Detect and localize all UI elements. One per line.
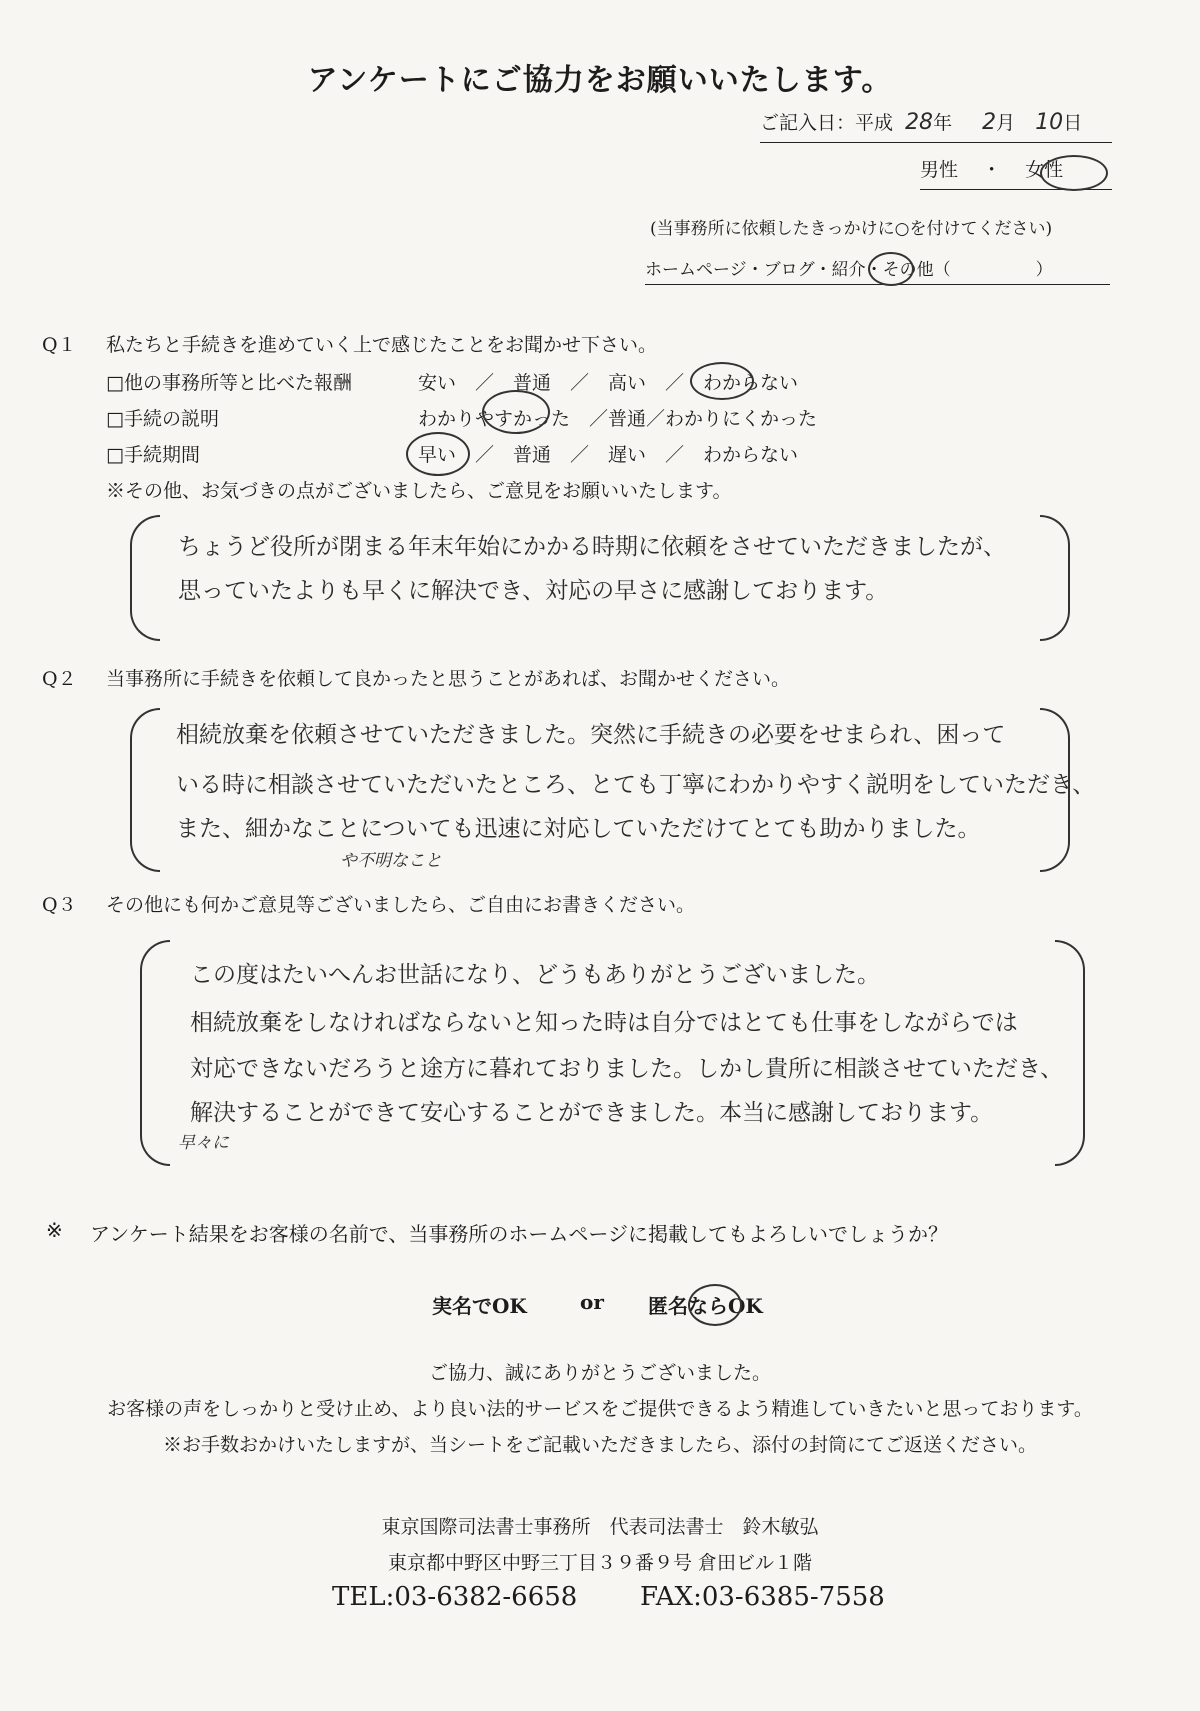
date-day: 10 [1035,110,1064,135]
q1-row-item: □他の事務所等と比べた報酬 [106,372,352,394]
publish-anonymous-circle [688,1284,742,1326]
trigger-instruction: (当事務所に依頼したきっかけに○を付けてください) [650,219,1053,239]
publish-anonymous-option: 匿名ならOK [648,1294,763,1318]
gender-separator: ・ [982,159,1002,181]
q1-note: ※その他、お気づきの点がございましたら、ご意見をお願いいたします。 [106,480,732,502]
date-label: ご記入日：平成 [760,112,894,134]
publish-mark: ※ [46,1218,63,1242]
q1-row-item: □手続の説明 [106,408,219,430]
closing-thanks: ご協力、誠にありがとうございました。 [428,1362,771,1384]
q1-answer-line: ちょうど役所が閉まる年末年始にかかる時期に依頼をさせていただきましたが、 [178,534,1006,560]
q1-row-item: □手続期間 [106,444,200,466]
q1-answer-line: 思っていたよりも早くに解決でき、対応の早さに感謝しております。 [178,578,889,604]
q2-insert-note: や不明なこと [340,851,442,871]
q3-answer-line: 相続放棄をしなければならないと知った時は自分ではとても仕事をしながらでは [190,1010,1018,1036]
office-tel: TEL:03-6382-6658 [332,1582,578,1612]
date-month-unit: 月 [996,112,1016,134]
q2-label: Q２ [42,668,77,690]
q2-question: 当事務所に手続きを依頼して良かったと思うことがあれば、お聞かせください。 [106,668,791,690]
q2-bracket-left [130,708,160,872]
trigger-options: ホームページ・ブログ・紹介・その他（ ） [645,255,1110,285]
q3-insert-note: 早々に [178,1133,229,1153]
date-day-unit: 日 [1063,112,1083,134]
q1-bracket-right [1040,515,1070,641]
office-fax: FAX:03-6385-7558 [640,1582,885,1612]
q3-bracket-left [140,940,170,1166]
gender-female: 女性 [1025,159,1064,181]
q2-answer-line: いる時に相談させていただいたところ、とても丁寧にわかりやすく説明をしていただき、 [176,772,1096,798]
office-address: 東京都中野区中野三丁目３９番９号 倉田ビル１階 [387,1552,813,1574]
q2-answer-line: また、細かなことについても迅速に対応していただけてとても助かりました。 [176,816,981,842]
q3-question: その他にも何かご意見等ございましたら、ご自由にお書きください。 [106,894,696,916]
closing-return-note: ※お手数おかけいたしますが、当シートをご記載いただきましたら、添付の封筒にてご返送ください。 [162,1434,1037,1456]
gender-male: 男性 [920,159,959,181]
trigger-referral-circle [868,252,914,286]
q2-answer-line: 相続放棄を依頼させていただきました。突然に手続きの必要をせまられ、困って [176,722,1006,748]
q3-answer-line: 解決することができて安心することができました。本当に感謝しております。 [190,1100,994,1126]
publish-or: or [580,1290,604,1314]
office-name: 東京国際司法書士事務所 代表司法書士 鈴木敏弘 [381,1516,819,1538]
page-title: アンケートにご協力をお願いいたします。 [307,63,893,98]
date-year: 28 [905,110,934,135]
q1-question: 私たちと手続きを進めていく上で感じたことをお聞かせ下さい。 [106,334,658,356]
q1-row-choices: わかりやすかった ／普通／わかりにくかった [418,408,818,430]
q1-label: Q１ [42,334,77,356]
closing-message: お客様の声をしっかりと受け止め、より良い法的サービスをご提供できるよう精進していきたいと思っております。 [107,1398,1093,1420]
date-year-unit: 年 [933,112,953,134]
q1-bracket-left [130,515,160,641]
q3-answer-line: 対応できないだろうと途方に暮れておりました。しかし貴所に相談させていただき、 [190,1056,1064,1082]
q3-label: Q３ [42,894,77,916]
q1-period-circle [406,432,470,476]
q1-row-choices: 早い ／ 普通 ／ 遅い ／ わからない [418,444,799,466]
publish-real-name-option: 実名でOK [432,1294,527,1318]
q1-row-choices: 安い ／ 普通 ／ 高い ／ わからない [418,372,799,394]
date-line [760,108,1112,143]
q1-fee-circle [690,362,754,400]
q3-answer-line: この度はたいへんお世話になり、どうもありがとうございました。 [190,962,880,988]
date-month: 2 [982,110,997,135]
q1-explanation-circle [482,390,550,434]
publish-question: アンケート結果をお客様の名前で、当事務所のホームページに掲載してもよろしいでしょうか？ [90,1222,948,1246]
gender-female-circle [1040,155,1108,191]
